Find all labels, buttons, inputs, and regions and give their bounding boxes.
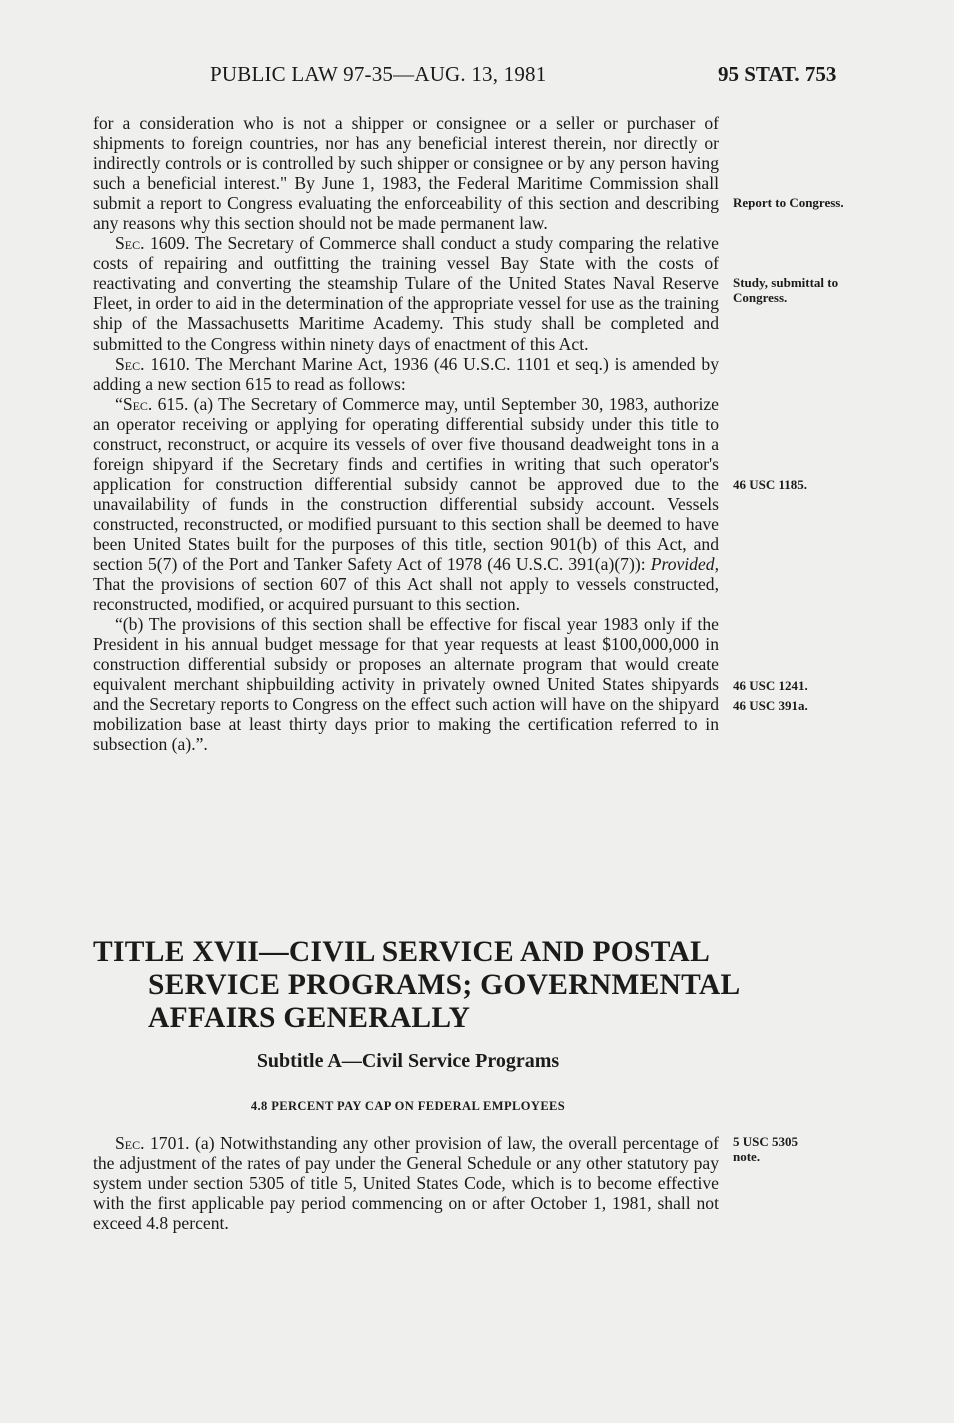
section-heading: 4.8 PERCENT PAY CAP ON FEDERAL EMPLOYEES (250, 1099, 566, 1113)
section-1610 (93, 354, 719, 394)
section-615-text-a: 615. (a) The Secretary of Commerce may, until September 30, 1983, authorize an operator receiving or applying for operating differential subsidy under this title to construct, reconstruct, or acquire its vessels of over five thousand deadweight tons in a foreign shipyard if the Secretary finds and certifies in writing that such operator's application for construction differential subsidy cannot be approved due to the unavailability of funds in the construction differential subsidy account. Vessels constructed, reconstructed, or modified pursuant to this section shall be deemed to have been United States built for the purposes of this title, section 901(b) of this Act, and section 5(7) of the Port and Tanker Safety Act of 1978 (46 U.S.C. 391(a)(7)): (93, 393, 719, 575)
section-1610-text: 1610. The Merchant Marine Act, 1936 (46 U.S.C. 1101 et seq.) is amended by adding a new section 615 to read as follows: (93, 353, 719, 394)
title-heading (93, 936, 741, 1035)
section-615-text-b: That the provisions of section 607 of this Act shall not apply to vessels constructed, reconstructed, modified, or acquired pursuant to this section. (93, 574, 719, 615)
margin-note-usc-391a: 46 USC 391a. (733, 698, 808, 713)
margin-note-usc-1185: 46 USC 1185. (733, 477, 808, 492)
section-label: Sec. (115, 353, 145, 374)
provided-clause: Provided, (650, 554, 719, 575)
statute-page-reference: 95 STAT. 753 (718, 62, 837, 86)
section-label: Sec. (122, 393, 153, 414)
title-line-2: SERVICE PROGRAMS; GOVERNMENTAL (148, 969, 741, 1001)
section-1701 (93, 1133, 719, 1233)
paragraph-continuation: for a consideration who is not a shipper or consignee or a seller or purchaser of shipments to foreign countries, nor has any beneficial interest therein, nor directly or indirectly controls or is controlled by such shipper or consignee or by any person having such a beneficial interest." By June 1, 1983, the Federal Maritime Commission shall submit a report to Congress evaluating the enforceability of this section and describing any reasons why this section should not be made permanent law. (93, 113, 719, 234)
body-text (93, 113, 719, 755)
margin-note-usc-1241: 46 USC 1241. (733, 678, 808, 693)
running-head-title: PUBLIC LAW 97-35—AUG. 13, 1981 (210, 62, 547, 86)
section-615-a (93, 394, 719, 615)
section-label: Sec. (115, 1133, 145, 1153)
section-615-b: “(b) The provisions of this section shall be effective for fiscal year 1983 only if the President in his annual budget message for that year requests at least $100,000,000 in construction differential subsidy or proposes an alternate program that would create equivalent merchant shipbuilding activity in privately owned United States shipyards and the Secretary reports to Congress on the effect such action will have on the shipyard mobilization base at least thirty days prior to making the certification referred to in subsection (a).”. (93, 614, 719, 755)
title-line-3: AFFAIRS GENERALLY (148, 1002, 471, 1034)
running-head (0, 62, 954, 90)
title-line-1: TITLE XVII—CIVIL SERVICE AND POSTAL (93, 936, 711, 968)
section-1609-text: 1609. The Secretary of Commerce shall conduct a study comparing the relative costs of repairing and outfitting the training vessel Bay State with the costs of reactivating and converting the steamship Tulare of the United States Naval Reserve Fleet, in order to aid in the determination of the appropriate vessel for use as the training ship of the Massachusetts Maritime Academy. This study shall be completed and submitted to the Congress within ninety days of enactment of this Act. (93, 233, 719, 354)
open-quote: “ (115, 393, 123, 414)
section-1609 (93, 233, 719, 353)
section-label: Sec. (115, 233, 145, 254)
margin-note-usc-5305: 5 USC 5305 note. (733, 1134, 799, 1164)
margin-note-report: Report to Congress. (733, 195, 844, 210)
subtitle-heading: Subtitle A—Civil Service Programs (256, 1050, 560, 1072)
section-1701-text: 1701. (a) Notwithstanding any other provision of law, the overall percentage of the adjustment of the rates of pay under the General Schedule or any other statutory pay system under section 5305 of title 5, United States Code, which is to become effective with the first applicable pay period commencing on or after October 1, 1981, shall not exceed 4.8 percent. (93, 1133, 719, 1234)
margin-note-study: Study, submittal to Congress. (733, 275, 839, 305)
section-1701-paragraph (93, 1133, 719, 1233)
